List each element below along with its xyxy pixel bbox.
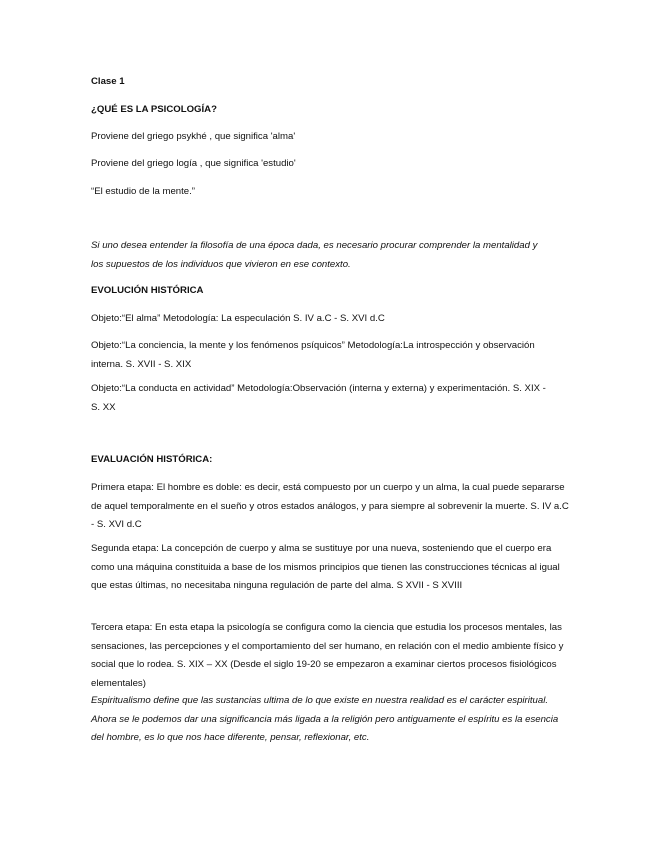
origin-psykhe-text: Proviene del griego psykhé , que significa 'alma' xyxy=(91,131,296,142)
evolution-item-3: Objeto:“La conducta en actividad” Metodología:Observación (interna y externa) y experimentación. S. XIX - S. XX xyxy=(91,383,546,413)
stage-third: Tercera etapa: En esta etapa la psicología se configura como la ciencia que estudia los procesos mentales, las sensaciones, las percepciones y el comportamiento del ser humano, en relación con el medio ambiente físico y social que lo rodea. S. XIX – XX (Desde el siglo 19-20 se empezaron a examinar ciertos procesos fisiológicos elementales) xyxy=(91,622,564,689)
evolution-item-2: Objeto:“La conciencia, la mente y los fenómenos psíquicos” Metodología:La introspección y observación interna. S. XVII - S. XIX xyxy=(91,340,535,370)
stage-first: Primera etapa: El hombre es doble: es decir, está compuesto por un cuerpo y un alma, la cual puede separarse de aquel temporalmente en el sueño y otros estados análogos, y para siempre al sobrevenir la muerte. S. IV a.C - S. XVI d.C xyxy=(91,482,569,530)
evolution-item-1: Objeto:“El alma” Metodología: La especulación S. IV a.C - S. XVI d.C xyxy=(91,313,385,324)
class-label: Clase 1 xyxy=(91,76,125,87)
spiritualism-note: Espiritualismo define que las sustancias ultima de lo que existe en nuestra realidad es el carácter espiritual. Ahora se le podemos dar una significancia más ligada a la religión pero antiguamente el espíritu es la esencia del hombre, es lo que nos hace diferente, pensar, reflexionar, etc. xyxy=(91,695,559,743)
origin-logia-text: Proviene del griego logía , que significa 'estudio' xyxy=(91,158,296,169)
evaluation-heading: EVALUACIÓN HISTÓRICA: xyxy=(91,454,213,465)
stage-second: Segunda etapa: La concepción de cuerpo y alma se sustituye por una nueva, sosteniendo que el cuerpo era como una máquina constituida a base de los mismos principios que tienen las construcciones técnicas al igual que estas últimas, no necesitaba ninguna regulación de parte del alma. S XVII - S XVIII xyxy=(91,543,560,591)
page-title: ¿QUÉ ES LA PSICOLOGÍA? xyxy=(91,104,217,115)
evolution-heading: EVOLUCIÓN HISTÓRICA xyxy=(91,285,204,296)
philosophy-note: Si uno desea entender la filosofía de una época dada, es necesario procurar comprender la mentalidad y los supuestos de los individuos que vivieron en ese contexto. xyxy=(91,240,538,270)
definition-quote: “El estudio de la mente.” xyxy=(91,186,195,197)
